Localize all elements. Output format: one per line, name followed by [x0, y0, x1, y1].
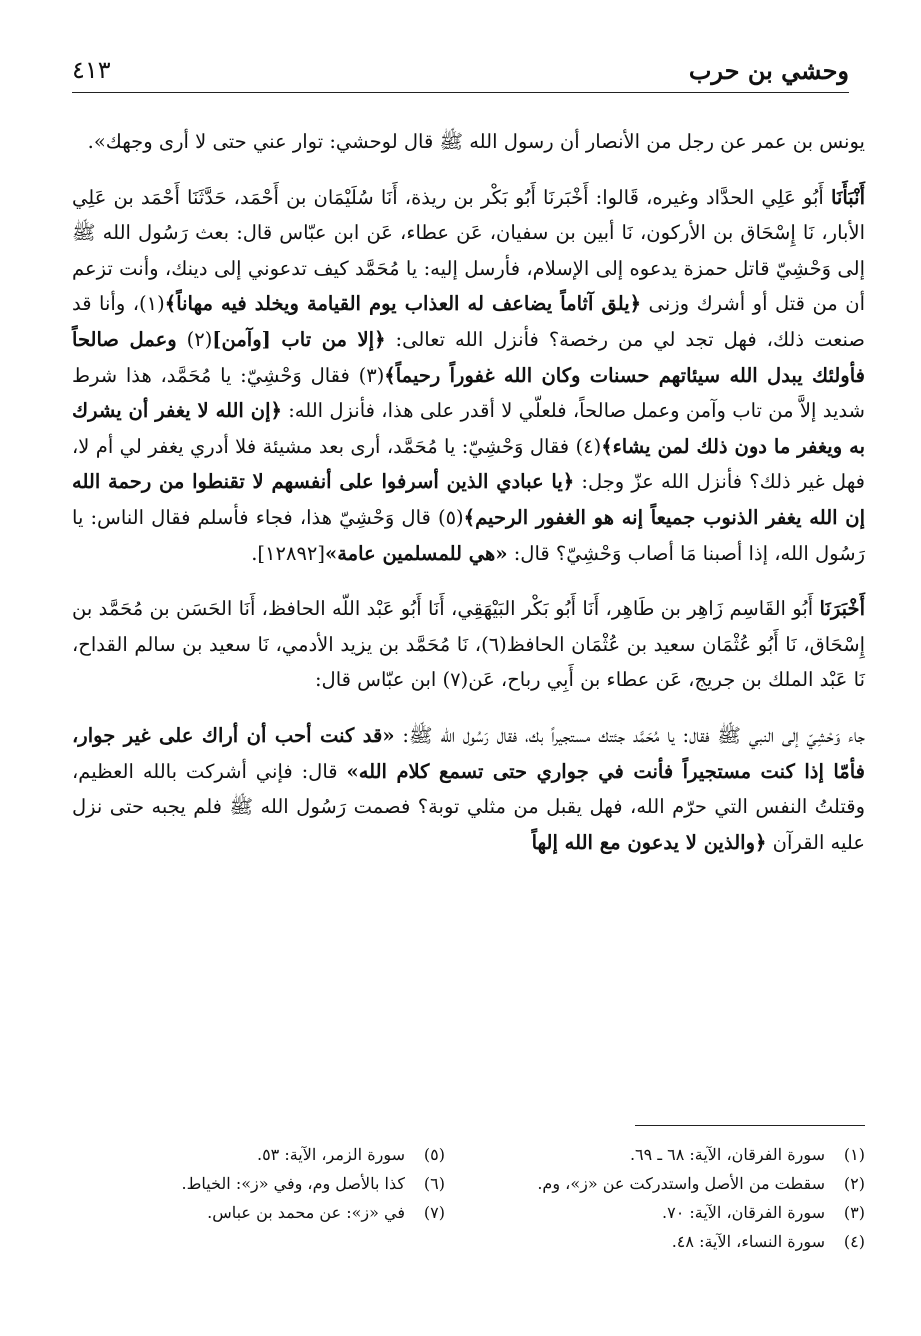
footnote	[135, 1198, 445, 1227]
text-run: جاء وَحْشِيّ إلى النبي ﷺ فقال: يا مُحَمَّد جئتك مستجيراً بك، فقال رَسُول الله ﷺ:	[394, 723, 865, 747]
footnote-number: (٥)	[423, 1145, 445, 1164]
text-run: أَبُو عَلِي الحدَّاد وغيره، قَالوا: أَخْبَرنَا أَبُو بَكْر بن ريذة، أَنَا سُلَيْمَان بن أَحْمَد، حَدَّثَنَا أَحْمَد بن عَلِي الأبار، نَا إِسْحَاق بن الأركون، نَا أبين بن سفيان، عَن عطاء، عَن ابن عبّاس قال: بعث رَسُول الله ﷺ إلى وَحْشِيّ قاتل حمزة يدعوه إلى الإسلام، فأرسل إليه: يا مُحَمَّد كيف تدعوني إلى دينك، وأنت تزعم أن من قتل أو أشرك وزنى	[72, 185, 865, 316]
page-number: ٤١٣	[72, 56, 111, 84]
footnote-number: (١)	[843, 1145, 865, 1164]
bold-text: أَخْبَرَنَا	[819, 597, 865, 621]
bold-text: «هي للمسلمين عامة»	[325, 541, 508, 565]
footnote	[505, 1140, 865, 1169]
bold-text: ﴿والذين لا يدعون مع الله إلهاً	[531, 830, 767, 854]
text-run: أَبُو القَاسِم زَاهِر بن طَاهِر، أَنَا أَبُو بَكْر البَيْهَقِي، أَنَا أَبُو عَبْد اللّه الحافظ، أَنَا الحَسَن بن مُحَمَّد بن إِسْحَاق، نَا أَبُو عُثْمَان سعيد بن عُثْمَان الحافظ(٦)، نَا مُحَمَّد بن يزيد الأدمي، نَا سعيد بن سالم القداح، نَا عَبْد الملك بن جريج، عَن عطاء بن أَبِي رباح، عَن(٧) ابن عبّاس قال:	[72, 597, 865, 692]
bold-text: أَنْبَأَنَا	[830, 185, 865, 209]
footnote-number: (٣)	[843, 1203, 865, 1222]
bold-text: ﴿إلا من تاب [وآمن]	[212, 327, 386, 351]
footnote-text: سقطت من الأصل واستدركت عن «ز»، وم.	[537, 1174, 825, 1193]
paragraph	[72, 180, 865, 572]
footnotes-column-left	[135, 1140, 445, 1227]
page-header	[72, 52, 849, 93]
footnote	[135, 1169, 445, 1198]
text-run: [١٢٨٩٢].	[251, 541, 326, 565]
footnote-text: في «ز»: عن محمد بن عباس.	[207, 1203, 405, 1222]
bold-text: وعمل صالحاً فأولئك يبدل الله سيئاتهم حسنات وكان الله غفوراً رحيماً﴾	[72, 327, 865, 387]
text-run: (٢)	[176, 327, 213, 351]
text-run: قال: فإني أشركت بالله العظيم، وقتلتُ النفس التي حرّم الله، فهل يقبل من مثلي توبة؟ فصمت رَسُول الله ﷺ فلم يجبه حتى نزل عليه القرآن	[72, 759, 865, 854]
footnote-separator	[635, 1125, 865, 1126]
bold-text: «قد كنت أحب أن أراك على غير جوار، فأمّا إذا كنت مستجيراً فأنت في جواري حتى تسمع كلام الله»	[72, 723, 865, 783]
paragraph	[72, 124, 865, 160]
footnote	[505, 1169, 865, 1198]
text-run: (٥) قال وَحْشِيّ هذا، فجاء فأسلم فقال الناس: يا رَسُول الله، إذا أصبنا مَا أصاب وَحْشِيّ؟ قال:	[72, 505, 865, 565]
bold-text: ﴿إن الله لا يغفر أن يشرك به ويغفر ما دون ذلك لمن يشاء﴾	[72, 399, 865, 458]
bold-text: ﴿يا عبادي الذين أسرفوا على أنفسهم لا تقنطوا من رحمة الله إن الله يغفر الذنوب جميعاً إنه هو الغفور الرحيم﴾	[72, 470, 865, 529]
text-run: يونس بن عمر عن رجل من الأنصار أن رسول الله ﷺ قال لوحشي: توار عني حتى لا أرى وجهك».	[87, 130, 865, 153]
footnote	[135, 1140, 445, 1169]
footnote-text: سورة الفرقان، الآية: ٧٠.	[662, 1203, 825, 1222]
footnotes-column-right	[505, 1140, 865, 1256]
running-title: وحشي بن حرب	[688, 56, 849, 85]
paragraph	[72, 591, 865, 698]
footnote-text: سورة الزمر، الآية: ٥٣.	[256, 1145, 405, 1164]
text-run: (١)، وأنا قد صنعت ذلك، فهل تجد لي من رخصة؟ فأنزل الله تعالى:	[72, 292, 865, 351]
footnote	[505, 1227, 865, 1256]
footnote-text: سورة الفرقان، الآية: ٦٨ ـ ٦٩.	[629, 1145, 825, 1164]
footnote-number: (٧)	[423, 1203, 445, 1222]
text-run: (٣) فقال وَحْشِيّ: يا مُحَمَّد، هذا شرط شديد إلاَّ من تاب وآمن وعمل صالحاً، فلعلّي لا أقدر على هذا، فأنزل الله:	[72, 363, 865, 423]
paragraph	[72, 718, 865, 860]
footnote-number: (٦)	[423, 1174, 445, 1193]
footnote-number: (٤)	[843, 1232, 865, 1251]
bold-text: ﴿يلق آثاماً يضاعف له العذاب يوم القيامة ويخلد فيه مهاناً﴾	[164, 292, 642, 316]
footnote-text: سورة النساء، الآية: ٤٨.	[671, 1232, 825, 1251]
text-run: (٤) فقال وَحْشِيّ: يا مُحَمَّد، أرى بعد مشيئة فلا أدري يغفر لي أم لا، فهل غير ذلك؟ فأنزل الله عزّ وجل:	[72, 434, 865, 494]
main-text	[72, 124, 865, 880]
footnote	[505, 1198, 865, 1227]
footnote-text: كذا بالأصل وم، وفي «ز»: الخياط.	[181, 1174, 405, 1193]
footnote-number: (٢)	[843, 1174, 865, 1193]
